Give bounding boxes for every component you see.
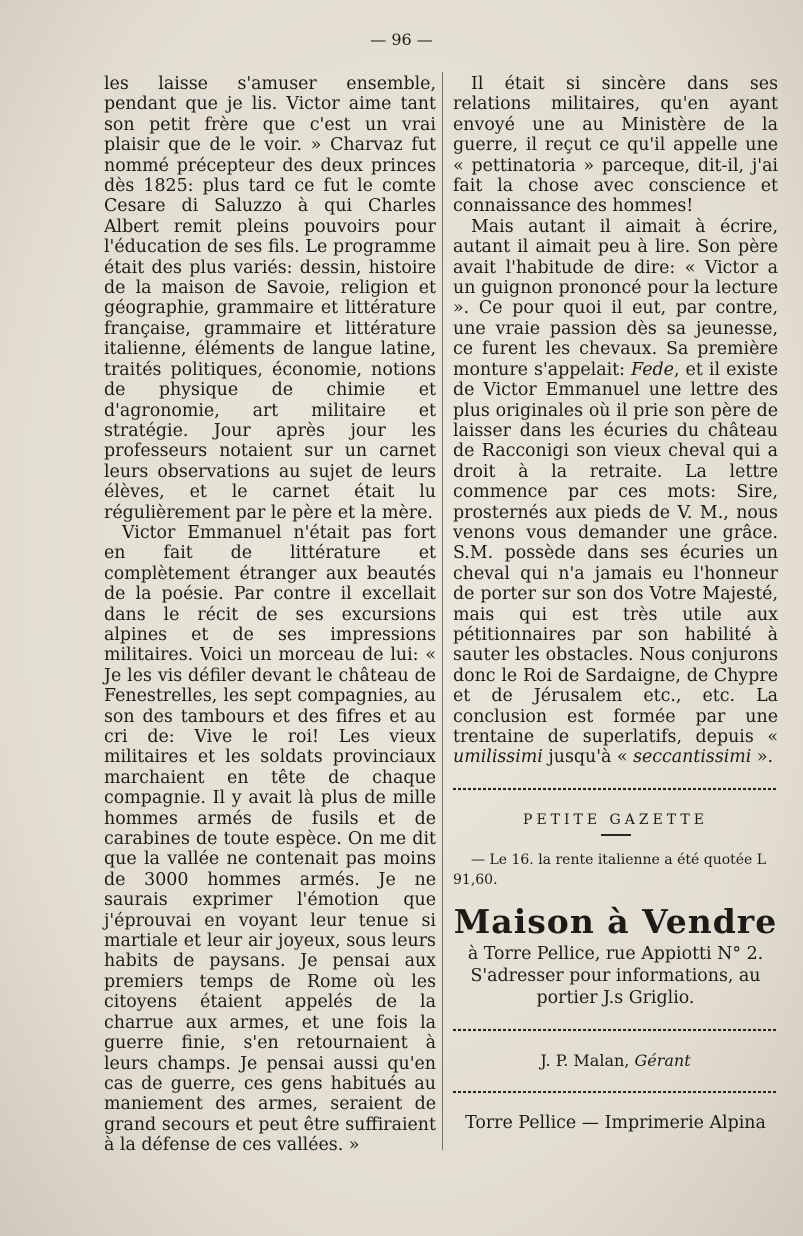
para2-text: Mais autant il aimait à écrire, autant il aimait peu à lire. Son père avait l'habitude de dire: « Victor a un guignon prononcé pour la lecture ». Ce pour quoi il eut, par contre, une vraie passion dès sa jeunesse, ce furent les chevaux. Sa première monture s'appelait: [453, 216, 778, 380]
right-paragraph-1: Il était si sincère dans ses relations militaires, qu'en ayant envoyé une au Ministère de la guerre, il reçut ce qu'il appelle une « pettinatoria » parceque, dit-il, j'ai fait la chose avec conscience et connaissance des hommes! [453, 74, 778, 217]
left-column [104, 74, 436, 1156]
gazette-underline [601, 834, 631, 836]
gerant-name: J. P. Malan, [540, 1050, 630, 1070]
wavy-rule-1 [453, 788, 778, 790]
para2-text-2: , et il existe de Victor Emmanuel une lettre des plus originales où il prie son père de laisser dans les écuries du château de Racconigi son vieux cheval qui a droit à la retraite. La lettre commence par ces mots: Sire, prosternés aux pieds de V. M., nous venons vous demander une grâce. S.M. possède dans ses écuries un cheval qui n'a jamais eu l'honneur de porter sur son dos Votre Majesté, mais qui est très utile aux pétitionnaires par son habilité à sauter les obstacles. Nous conjurons donc le Roi de Sardaigne, de Chypre et de Jérusalem etc., etc. La conclusion est formée par une trentaine de superlatifs, depuis « [453, 359, 778, 747]
sale-line-2: S'adresser pour informations, au portier J.s Griglio. [470, 965, 761, 1008]
column-divider [442, 72, 443, 1150]
left-paragraph-1: les laisse s'amuser ensemble, pendant que je lis. Victor aime tant son petit frère que c'est un vrai plaisir que de le voir. » Charvaz fut nommé précepteur des deux princes dès 1825: plus tard ce fut le comte Cesare di Saluzzo à qui Charles Albert remit pleins pouvoirs pour l'éducation de ses fils. Le programme était des plus variés: dessin, histoire de la maison de Savoie, religion et géographie, grammaire et littérature française, grammaire et littérature italienne, éléments de langue latine, traités politiques, économie, notions de physique de chimie et d'agronomie, art militaire et stratégie. Jour après jour les professeurs notaient sur un carnet leurs observations au sujet de leurs élèves, et le carnet était lu régulièrement par le père et la mère. [104, 74, 436, 523]
gerant-line [453, 1051, 778, 1071]
left-paragraph-2: Victor Emmanuel n'était pas fort en fait de littérature et complètement étranger aux beautés de la poésie. Par contre il excellait dans le récit de ses excursions alpines et de ses impressions militaires. Voici un morceau de lui: « Je les vis défiler devant le château de Fenestrelles, les sept compagnies, au son des tambours et des fifres et au cri de: Vive le roi! Les vieux militaires et les soldats provinciaux marchaient en tête de chaque compagnie. Il y avait là plus de mille hommes armés de fusils et de carabines de toute espèce. On me dit que la vallée ne contenait pas moins de 3000 hommes armés. Je ne saurais exprimer l'émotion que j'éprouvai en voyant leur tenue si martiale et leur air joyeux, sous leurs habits de paysans. Je pensai aux premiers temps de Rome où les citoyens étaient appelés de la charrue aux armes, et une fois la guerre finie, s'en retournaient à leurs champs. Je pensai aussi qu'en cas de guerre, ces gens habitués au maniement des armes, seraient de grand secours et peut être suffiraient à la défense de ces vallées. » [104, 522, 436, 1156]
para2-text-4: ». [751, 747, 774, 768]
wavy-rule-2 [453, 1029, 778, 1031]
right-column [453, 74, 778, 1133]
para2-italic: Fede [631, 359, 674, 380]
para2-text-3: jusqu'à « [542, 747, 634, 768]
gazette-title: PETITE GAZETTE [523, 811, 708, 828]
page-number: — 96 — [370, 30, 433, 49]
gerant-title: Gérant [634, 1050, 691, 1070]
para2-italic-3: seccantissimi [633, 747, 752, 768]
printer-line: Torre Pellice — Imprimerie Alpina [465, 1113, 766, 1134]
sale-title: Maison à Vendre [453, 902, 778, 942]
gazette-item: — Le 16. la rente italienne a été quotée L 91,60. [453, 852, 767, 889]
wavy-rule-3 [453, 1091, 778, 1093]
para2-italic-2: umilissimi [453, 747, 543, 768]
right-paragraph-2 [453, 217, 778, 768]
sale-line-1: à Torre Pellice, rue Appiotti N° 2. [467, 943, 764, 964]
